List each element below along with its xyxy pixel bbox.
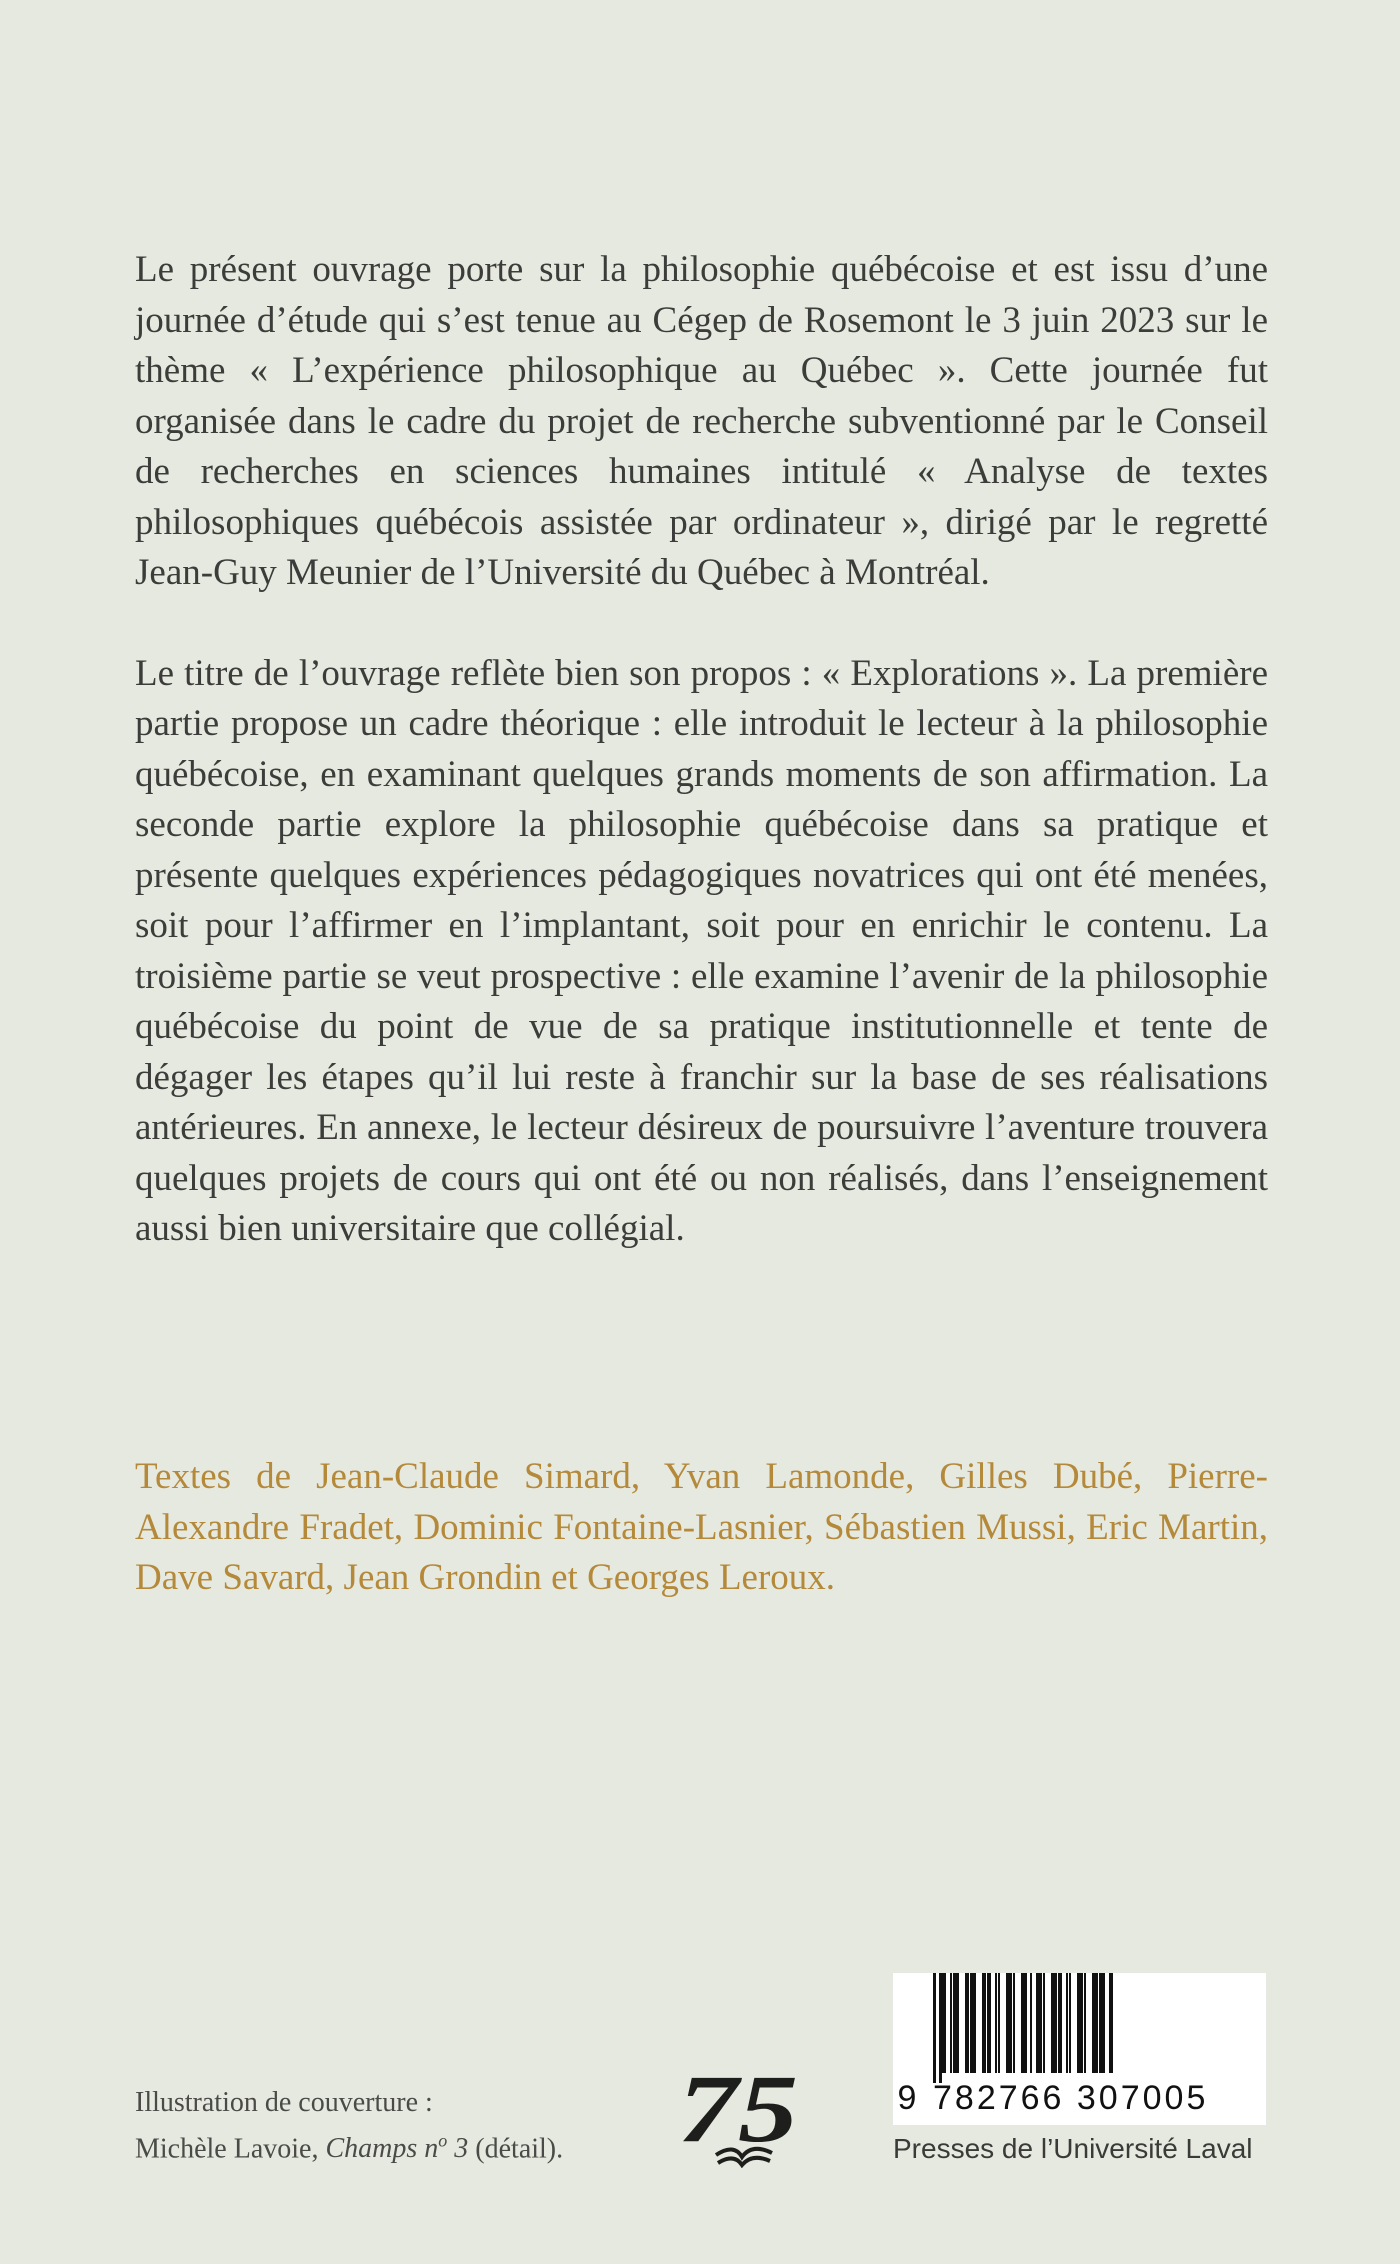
barcode-bar <box>1092 1973 1098 2073</box>
credit-artist: Michèle Lavoie, <box>135 2133 326 2165</box>
barcode-bar <box>942 1973 946 2073</box>
barcode-bar <box>1006 1973 1012 2073</box>
barcode-bar <box>1021 1973 1027 2073</box>
barcode-bar <box>1084 1973 1086 2073</box>
barcode-bar <box>1043 1973 1045 2073</box>
barcode-bar <box>1036 1973 1042 2073</box>
isbn-digits: 782766 307005 <box>933 2079 1209 2117</box>
barcode-bar <box>998 1973 1000 2073</box>
barcode-bar <box>1066 1973 1068 2073</box>
barcode-bar <box>982 1973 986 2073</box>
blurb-paragraph-2: Le titre de l’ouvrage reflète bien son propos : « Explorations ». La première partie propose un cadre théorique : elle introduit le lecteur à la philosophie québécoise, en examinant quelques grands moments de son affirmation. La seconde partie explore la philosophie québécoise dans sa pratique et présente quelques expériences pédagogiques novatrices qui ont été menées, soit pour l’affirmer en l’implantant, soit pour en enrichir le contenu. La troisième partie se veut prospective : elle examine l’avenir de la philosophie québécoise du point de vue de sa pratique institutionnelle et tente de dégager les étapes qu’il lui reste à franchir sur la base de ses réalisations antérieures. En annexe, le lecteur désireux de poursuivre l’aventure trouvera quelques projets de cours qui ont été ou non réalisés, dans l’enseignement aussi bien universitaire que collégial. <box>135 652 1268 1249</box>
logo-75-text: 75 <box>678 2063 798 2162</box>
barcode-bar <box>1099 1973 1105 2073</box>
back-cover-blurb <box>135 245 1268 1255</box>
barcode-bar <box>1030 1973 1032 2073</box>
barcode-bars <box>893 1973 1266 2083</box>
barcode-bar <box>1013 1973 1015 2073</box>
barcode-bar <box>953 1973 959 2073</box>
credit-heading: Illustration de couverture : <box>135 2087 433 2118</box>
credit-line-2 <box>135 2122 563 2168</box>
barcode-bar <box>965 1973 969 2073</box>
credit-work-title: Champs $n^o$ 3 <box>325 2131 469 2165</box>
barcode-bar <box>1058 1973 1062 2073</box>
barcode-bar <box>950 1973 952 2073</box>
barcode-guard-bar <box>933 1973 936 2083</box>
barcode-bar <box>987 1973 991 2073</box>
barcode-bar <box>1077 1973 1083 2073</box>
barcode-bar <box>1109 1973 1113 2073</box>
barcode-bar <box>1069 1973 1071 2073</box>
barcode-bar <box>970 1973 976 2073</box>
isbn-first-digit: 9 <box>897 2079 917 2117</box>
anniversary-75-logo <box>676 2063 802 2168</box>
cover-illustration-credit <box>135 2084 563 2168</box>
blurb-paragraph-1: Le présent ouvrage porte sur la philosophie québécoise et est issu d’une journée d’étude qui s’est tenue au Cégep de Rosemont le 3 juin 2023 sur le thème « L’expérience philosophique au Québec ». Cette journée fut organisée dans le cadre du projet de recherche subventionné par le Conseil de recherches en sciences humaines intitulé « Analyse de textes philosophiques québécois assistée par ordinateur », dirigé par le regretté Jean-Guy Meunier de l’Université du Québec à Montréal. <box>135 249 1268 593</box>
barcode-bar <box>995 1973 997 2073</box>
credit-detail: (détail). <box>468 2133 564 2165</box>
publisher-name: Presses de l’Université Laval <box>893 2133 1253 2164</box>
barcode-bar <box>1051 1973 1057 2073</box>
authors-list: Textes de Jean-Claude Simard, Yvan Lamonde, Gilles Dubé, Pierre-Alexandre Fradet, Dominic Fontaine-Lasnier, Sébastien Mussi, Eric Martin, Dave Savard, Jean Grondin et Georges Leroux. <box>135 1456 1268 1598</box>
isbn-barcode <box>893 1973 1266 2125</box>
barcode-guard-bar <box>939 1973 942 2083</box>
